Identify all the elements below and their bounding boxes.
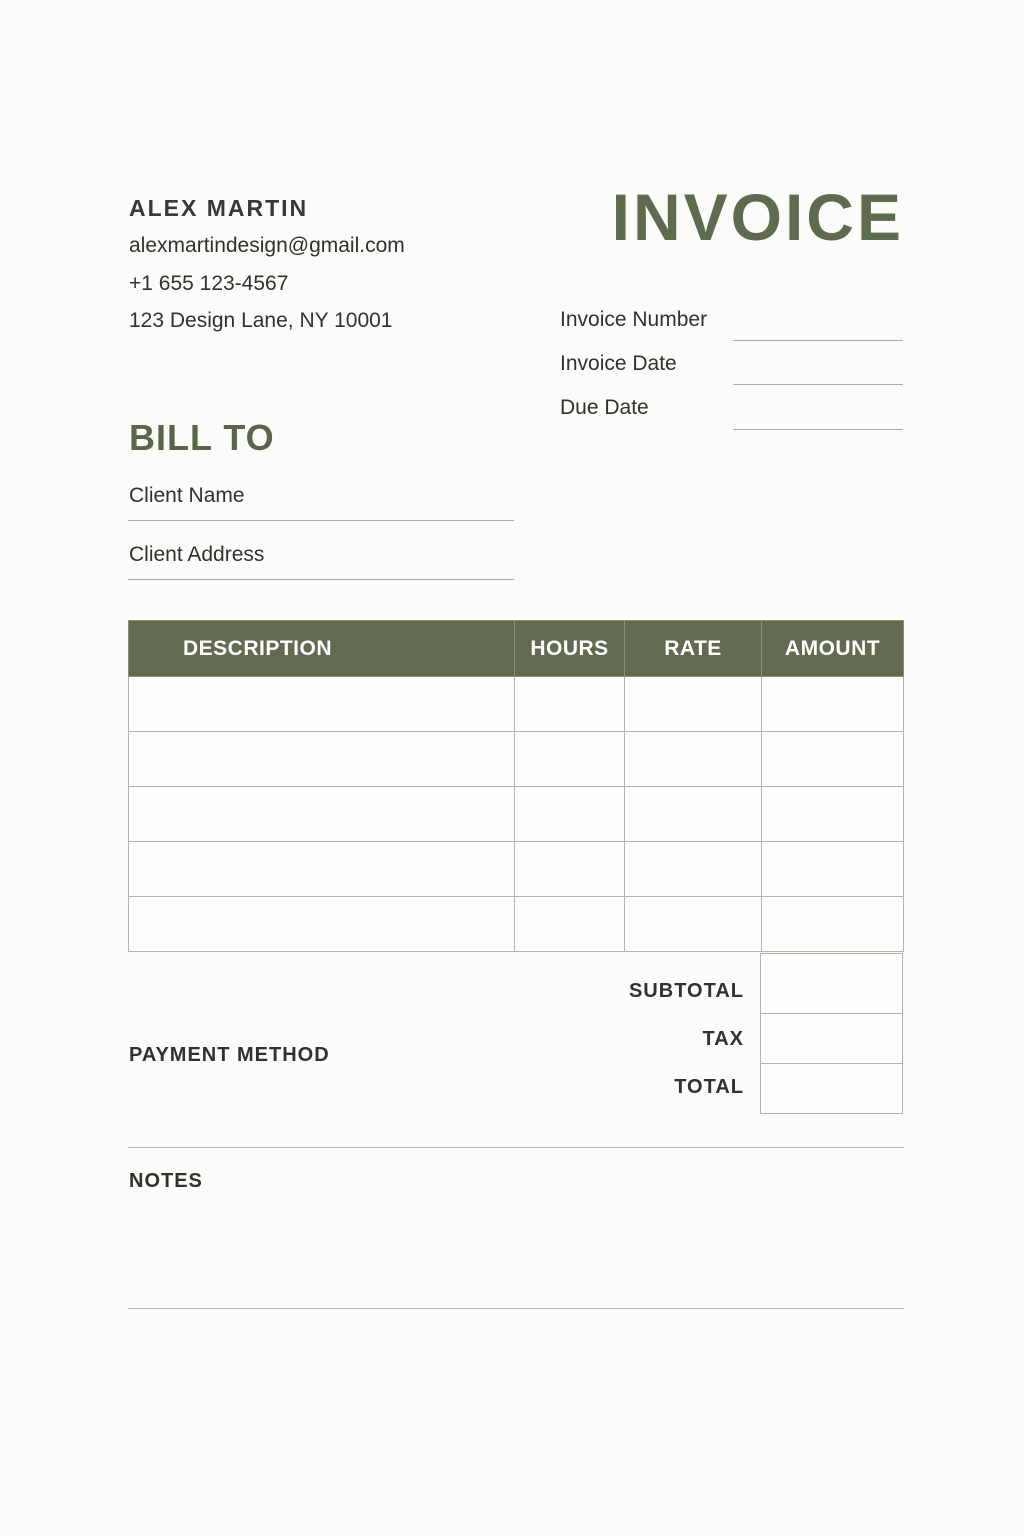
due-date-field[interactable] — [733, 429, 903, 430]
subtotal-label: SUBTOTAL — [628, 980, 744, 1002]
rate-cell[interactable] — [625, 897, 762, 952]
client-name-field[interactable] — [128, 520, 514, 521]
table-row — [129, 787, 904, 842]
amount-cell[interactable] — [762, 732, 904, 787]
bill-to-heading: BILL TO — [129, 417, 275, 458]
hours-cell[interactable] — [515, 897, 625, 952]
notes-label: NOTES — [129, 1170, 203, 1192]
rate-cell[interactable] — [625, 732, 762, 787]
client-address-label: Client Address — [129, 543, 265, 566]
amount-cell[interactable] — [762, 677, 904, 732]
amount-cell[interactable] — [762, 897, 904, 952]
notes-area[interactable] — [128, 1200, 904, 1300]
sender-phone: +1 655 123-4567 — [129, 272, 289, 295]
rate-cell[interactable] — [625, 842, 762, 897]
notes-bottom-divider — [128, 1308, 904, 1309]
totals-box — [760, 953, 903, 1114]
client-name-label: Client Name — [129, 484, 245, 507]
payment-method-label: PAYMENT METHOD — [129, 1044, 330, 1066]
table-row — [129, 842, 904, 897]
column-header-amount: AMOUNT — [762, 621, 904, 677]
rate-cell[interactable] — [625, 677, 762, 732]
total-label: TOTAL — [674, 1076, 744, 1098]
invoice-number-label: Invoice Number — [560, 308, 708, 331]
invoice-date-label: Invoice Date — [560, 352, 677, 375]
sender-email: alexmartindesign@gmail.com — [129, 234, 405, 257]
hours-cell[interactable] — [515, 842, 625, 897]
description-cell[interactable] — [129, 677, 515, 732]
hours-cell[interactable] — [515, 732, 625, 787]
table-header-row — [129, 621, 904, 677]
table-row — [129, 677, 904, 732]
due-date-label: Due Date — [560, 396, 649, 419]
description-cell[interactable] — [129, 732, 515, 787]
notes-top-divider — [128, 1147, 904, 1148]
rate-cell[interactable] — [625, 787, 762, 842]
table-row — [129, 897, 904, 952]
total-value[interactable] — [761, 1064, 902, 1113]
tax-value[interactable] — [761, 1014, 902, 1064]
client-address-field[interactable] — [128, 579, 514, 580]
table-row — [129, 732, 904, 787]
hours-cell[interactable] — [515, 787, 625, 842]
column-header-rate: RATE — [625, 621, 762, 677]
invoice-number-field[interactable] — [733, 340, 903, 341]
tax-label: TAX — [702, 1028, 744, 1050]
invoice-title: INVOICE — [611, 180, 904, 254]
hours-cell[interactable] — [515, 677, 625, 732]
amount-cell[interactable] — [762, 787, 904, 842]
description-cell[interactable] — [129, 842, 515, 897]
description-cell[interactable] — [129, 787, 515, 842]
column-header-description: DESCRIPTION — [129, 621, 515, 677]
column-header-hours: HOURS — [515, 621, 625, 677]
amount-cell[interactable] — [762, 842, 904, 897]
subtotal-value[interactable] — [761, 954, 902, 1014]
invoice-date-field[interactable] — [733, 384, 903, 385]
description-cell[interactable] — [129, 897, 515, 952]
sender-address: 123 Design Lane, NY 10001 — [129, 309, 393, 332]
line-items-table — [128, 620, 904, 952]
sender-name: ALEX MARTIN — [129, 195, 309, 221]
